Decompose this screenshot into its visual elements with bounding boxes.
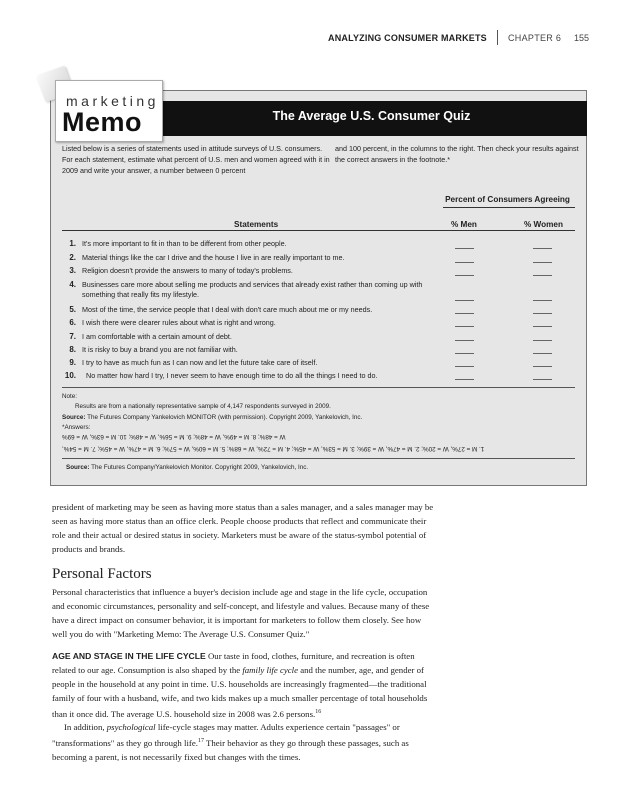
- header-rule: [443, 207, 575, 208]
- statement-number: 7.: [69, 332, 76, 341]
- running-header: [0, 33, 623, 49]
- body-paragraph: president of marketing may be seen as having more status than a sales manager, and a sales manager may be seen as having more status than an office clerk. People choose products that reflect and communicate their role and their actual or desired status in society. Marketers must be aware of the status-symbol potential of products and brands.: [52, 502, 434, 554]
- men-column-header: % Men: [451, 220, 477, 229]
- body-paragraph: [52, 720, 438, 764]
- statement-text: I am comfortable with a certain amount of debt.: [82, 332, 232, 341]
- column-header-rule: [62, 230, 575, 231]
- statement-number: 4.: [69, 280, 76, 289]
- body-text: and the number, age, and gender of people in the household at any point in time. U.S. households are increasingly fragmented—the traditional family of four with a husband, wife, and two kids makes up a much smaller percentage of total households than it once did. The average U.S. household size in 2008 was 2.6 persons.: [52, 665, 428, 719]
- header-chapter: CHAPTER 6: [508, 33, 562, 43]
- statement-number: 8.: [69, 345, 76, 354]
- statement-number: 3.: [69, 266, 76, 275]
- women-answer-blank: [533, 275, 552, 276]
- body-emphasis: psychological: [106, 722, 156, 732]
- memo-logo-big: Memo: [62, 107, 143, 137]
- women-column-header: % Women: [524, 220, 563, 229]
- notes-rule: [62, 387, 575, 388]
- statement-text: Material things like the car I drive and the house I live in are really important to me.: [82, 253, 345, 262]
- statement-number: 1.: [69, 239, 76, 248]
- source-rule: [62, 458, 575, 459]
- men-answer-blank: [455, 326, 474, 327]
- source-label: Source:: [62, 414, 86, 421]
- body-text: In addition,: [64, 722, 105, 732]
- memo-intro-right: and 100 percent, in the columns to the right. Then check your results against the correct answers in the footnote.*: [335, 144, 579, 164]
- memo-intro-left: Listed below is a series of statements used in attitude surveys of U.S. consumers. For each statement, estimate what percent of U.S. men and women agreed with it in 2009 and write your answer, a number between 0 percent: [62, 144, 330, 175]
- statement-text: Most of the time, the service people that I deal with don't care much about me or my needs.: [82, 305, 373, 314]
- answers-label: *Answers:: [62, 424, 91, 431]
- men-answer-blank: [455, 248, 474, 249]
- memo-title: The Average U.S. Consumer Quiz: [272, 109, 471, 123]
- page-number: 155: [574, 33, 590, 43]
- men-answer-blank: [455, 275, 474, 276]
- statement-text: Religion doesn't provide the answers to many of today's problems.: [82, 266, 293, 275]
- answers-line-inverted: W = 48%; 8. M = 49%, W = 48%; 9. M = 56%, W = 48%; 10. M = 63%, W = 69%: [62, 433, 286, 440]
- statement-number: 9.: [69, 358, 76, 367]
- source-line: [62, 413, 362, 422]
- footnote-ref: 16: [315, 709, 322, 715]
- women-answer-blank: [533, 262, 552, 263]
- men-answer-blank: [455, 353, 474, 354]
- men-answer-blank: [455, 300, 474, 301]
- statement-number: 6.: [69, 318, 76, 327]
- header-title: ANALYZING CONSUMER MARKETS: [328, 33, 487, 43]
- source-footer-label: Source:: [66, 464, 90, 471]
- women-answer-blank: [533, 340, 552, 341]
- statement-number: 10.: [64, 371, 76, 380]
- header-divider: [497, 30, 498, 45]
- percent-agreeing-header: Percent of Consumers Agreeing: [445, 195, 570, 204]
- women-answer-blank: [533, 366, 552, 367]
- source-footer: [66, 464, 308, 471]
- body-text: life-cycle stages may matter. Adults experience certain "passages" or "transformations" as they go through life.: [52, 722, 400, 748]
- statement-number: 5.: [69, 305, 76, 314]
- women-answer-blank: [533, 313, 552, 314]
- men-answer-blank: [455, 340, 474, 341]
- section-heading: Personal Factors: [52, 566, 152, 582]
- men-answer-blank: [455, 313, 474, 314]
- women-answer-blank: [533, 248, 552, 249]
- statement-text: No matter how hard I try, I never seem to have enough time to do all the things I need to do.: [86, 371, 378, 380]
- note-text: Results are from a nationally representative sample of 4,147 respondents surveyed in 2009.: [75, 403, 331, 410]
- answers-line-inverted: 1. M = 27%, W = 20%; 2. M = 47%, W = 39%; 3. M = 53%, W = 45%; 4. M = 72%, W = 68%; 5. M = 60%, W = 57%; 6. M = 47%, W = 45%; 7. M = 54%,: [62, 445, 485, 452]
- men-answer-blank: [455, 262, 474, 263]
- statement-text: It's more important to fit in than to be different from other people.: [82, 239, 287, 248]
- statement-text: It is risky to buy a brand you are not familiar with.: [82, 345, 238, 354]
- statements-column-header: Statements: [234, 220, 279, 229]
- footnote-ref: 17: [197, 738, 204, 744]
- women-answer-blank: [533, 326, 552, 327]
- source-footer-text: The Futures Company/Yankelovich Monitor. Copyright 2009, Yankelovich, Inc.: [91, 464, 309, 471]
- body-text: Their behavior as they go through these passages, such as becoming a parent, is not necessarily fixed but changes with the times.: [52, 737, 409, 762]
- women-answer-blank: [533, 353, 552, 354]
- statement-number: 2.: [69, 253, 76, 262]
- women-answer-blank: [533, 300, 552, 301]
- body-paragraph: Personal characteristics that influence a buyer's decision include age and stage in the life cycle, occupation and economic circumstances, personality and self-concept, and lifestyle and values. Because many of these have a direct impact on consumer behavior, it is important for marketers to follow them closely. See how well you do with "Marketing Memo: The Average U.S. Consumer Quiz.": [52, 587, 430, 639]
- men-answer-blank: [455, 379, 474, 380]
- memo-logo-small: marketing: [66, 93, 159, 109]
- body-paragraph: [52, 649, 438, 721]
- body-text: Our taste in food, clothes, furniture, and recreation is often related to our age. Consumption is also shaped by the: [52, 651, 415, 675]
- men-answer-blank: [455, 366, 474, 367]
- women-answer-blank: [533, 379, 552, 380]
- statement-text: I try to have as much fun as I can now and let the future take care of itself.: [82, 358, 318, 367]
- memo-title-banner: [156, 101, 587, 136]
- note-label: Note:: [62, 393, 78, 400]
- statement-text: I wish there were clearer rules about what is right and wrong.: [82, 318, 276, 327]
- subsection-heading: AGE AND STAGE IN THE LIFE CYCLE: [52, 651, 206, 661]
- statement-text: Businesses care more about selling me products and services that already exist rather than coming up with something that really fits my lifestyle.: [82, 280, 423, 299]
- body-emphasis: family life cycle: [242, 665, 299, 675]
- source-text: The Futures Company Yankelovich MONITOR (with permission). Copyright 2009, Yankelovich, Inc.: [87, 414, 363, 421]
